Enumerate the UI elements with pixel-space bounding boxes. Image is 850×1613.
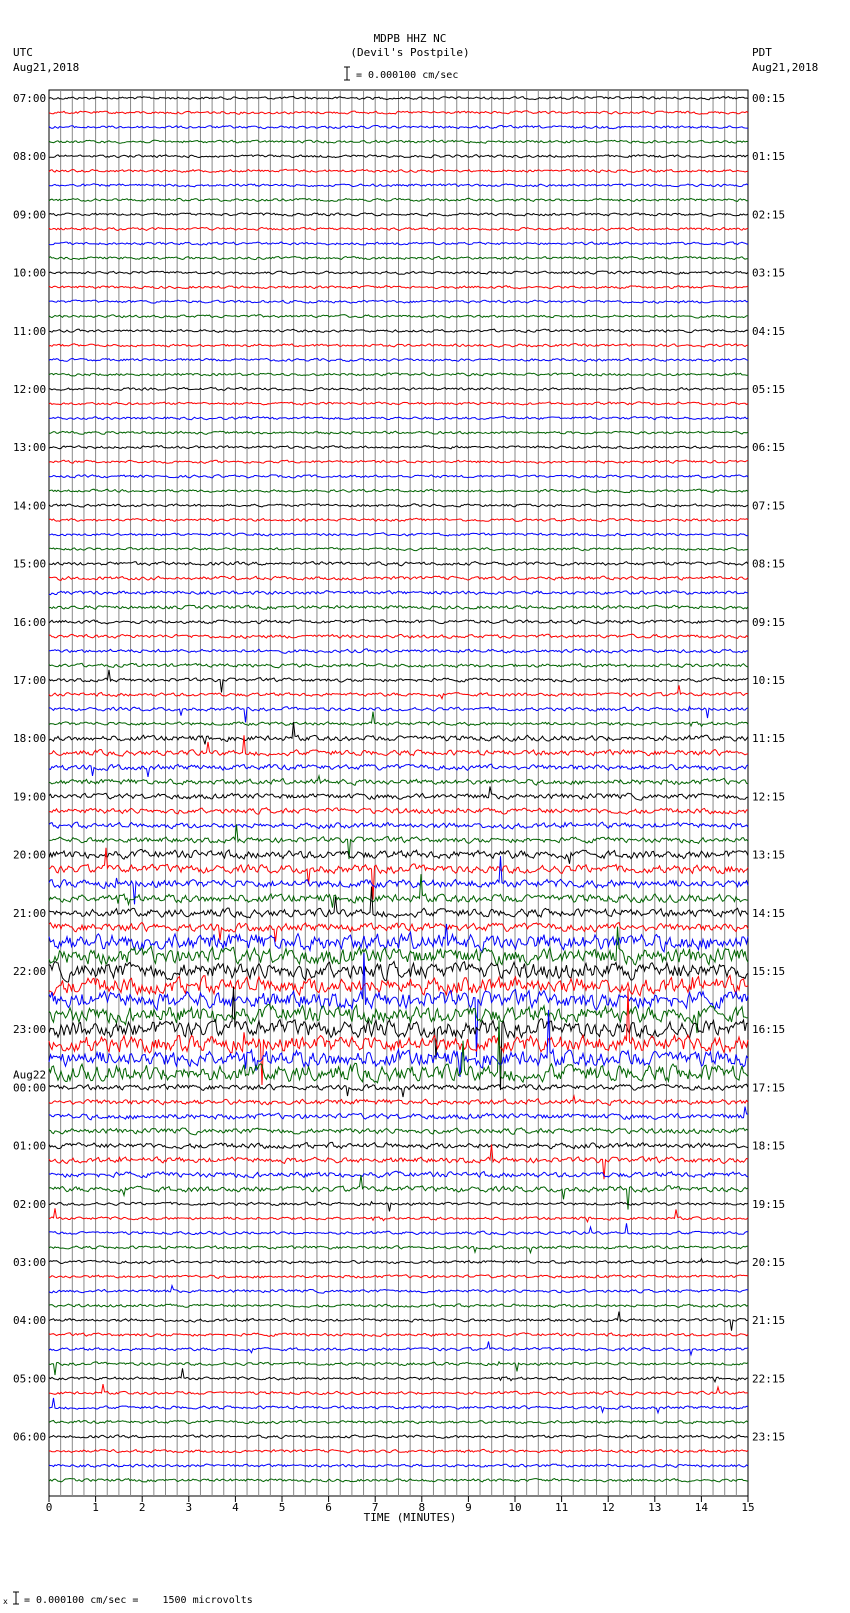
right-hour-label: 13:15 <box>752 848 786 862</box>
left-timezone: UTC <box>13 46 33 59</box>
right-hour-label: 23:15 <box>752 1430 786 1444</box>
right-hour-label: 11:15 <box>752 732 786 746</box>
right-hour-label: 18:15 <box>752 1139 786 1153</box>
right-hour-label: 20:15 <box>752 1256 786 1269</box>
station-title: MDPB HHZ NC <box>373 32 447 45</box>
x-tick-label: 1 <box>92 1501 99 1514</box>
left-hour-label: 01:00 <box>13 1139 47 1153</box>
x-tick-label: 6 <box>325 1501 332 1514</box>
x-tick-label: 4 <box>232 1501 239 1514</box>
x-tick-label: 3 <box>185 1501 193 1514</box>
x-tick-label: 11 <box>554 1501 569 1514</box>
left-hour-label: 17:00 <box>13 674 47 687</box>
x-tick-label: 5 <box>278 1501 286 1514</box>
x-tick-label: 2 <box>138 1501 146 1514</box>
right-hour-label: 07:15 <box>752 499 786 513</box>
x-tick-label: 13 <box>648 1501 662 1514</box>
left-hour-label: 11:00 <box>13 324 47 338</box>
x-tick-label: 8 <box>418 1501 426 1514</box>
left-hour-label: 05:00 <box>13 1372 47 1386</box>
footer-scale-note: = 0.000100 cm/sec = 1500 microvolts <box>24 1595 253 1606</box>
x-tick-label: 14 <box>694 1501 709 1514</box>
right-date: Aug21,2018 <box>752 61 819 74</box>
left-hour-label: 06:00 <box>13 1430 47 1444</box>
right-hour-label: 19:15 <box>752 1197 786 1211</box>
footer-scale-bar-icon <box>3 1590 21 1606</box>
right-hour-label: 17:15 <box>752 1081 786 1095</box>
right-hour-label: 04:15 <box>752 324 786 338</box>
x-tick-label: 12 <box>601 1501 615 1514</box>
right-timezone: PDT <box>752 46 772 59</box>
left-date: Aug21,2018 <box>13 61 80 74</box>
right-hour-label: 00:15 <box>752 92 786 105</box>
x-tick-label: 7 <box>371 1501 379 1514</box>
right-hour-label: 22:15 <box>752 1372 786 1386</box>
right-hour-label: 15:15 <box>752 965 786 978</box>
left-hour-label: 21:00 <box>13 906 47 920</box>
left-hour-label: 02:00 <box>13 1197 47 1211</box>
left-hour-label: 22:00 <box>13 965 47 978</box>
right-hour-label: 14:15 <box>752 906 786 920</box>
left-hour-label: 18:00 <box>13 732 47 746</box>
left-hour-label: 10:00 <box>13 266 47 280</box>
left-hour-label: 23:00 <box>13 1023 47 1037</box>
right-hour-label: 16:15 <box>752 1023 786 1037</box>
right-hour-label: 01:15 <box>752 150 786 164</box>
left-hour-label: 13:00 <box>13 441 47 455</box>
left-hour-label: 12:00 <box>13 383 47 396</box>
right-hour-label: 06:15 <box>752 441 786 455</box>
scale-label: = 0.000100 cm/sec <box>356 70 459 81</box>
x-tick-label: 9 <box>465 1501 472 1514</box>
left-date-label: Aug22 <box>13 1068 47 1082</box>
left-hour-label: 14:00 <box>13 499 47 513</box>
station-location: (Devil's Postpile) <box>350 46 470 59</box>
right-hour-label: 03:15 <box>752 266 786 280</box>
x-axis-title: TIME (MINUTES) <box>363 1511 457 1524</box>
left-hour-label: 19:00 <box>13 790 47 804</box>
right-hour-label: 12:15 <box>752 790 786 804</box>
right-hour-label: 08:15 <box>752 557 786 571</box>
left-hour-label: 09:00 <box>13 208 47 222</box>
left-hour-label: 00:00 <box>13 1081 47 1095</box>
right-hour-label: 10:15 <box>752 674 786 687</box>
left-hour-label: 15:00 <box>13 557 47 571</box>
left-hour-label: 07:00 <box>13 92 47 105</box>
x-tick-label: 0 <box>45 1501 53 1514</box>
right-hour-label: 21:15 <box>752 1314 786 1328</box>
left-hour-label: 16:00 <box>13 615 47 629</box>
left-hour-label: 03:00 <box>13 1256 47 1269</box>
left-hour-label: 20:00 <box>13 848 47 862</box>
svg-text:x: x <box>3 1597 8 1606</box>
right-hour-label: 02:15 <box>752 208 786 222</box>
x-tick-label: 10 <box>508 1501 522 1514</box>
right-hour-label: 09:15 <box>752 615 786 629</box>
left-hour-label: 04:00 <box>13 1314 47 1328</box>
x-tick-label: 15 <box>741 1501 755 1514</box>
right-hour-label: 05:15 <box>752 383 786 396</box>
left-hour-label: 08:00 <box>13 150 47 164</box>
